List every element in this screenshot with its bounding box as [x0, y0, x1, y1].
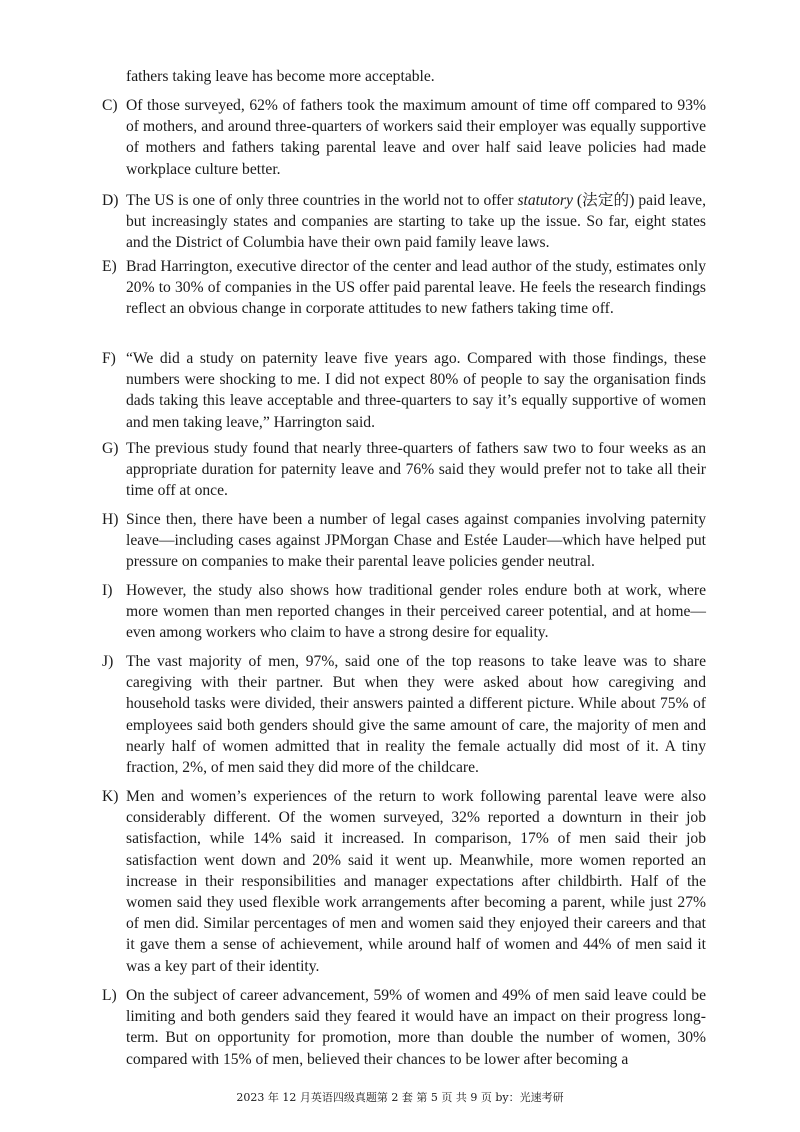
paragraph-l	[102, 985, 706, 1070]
paragraph-letter: F)	[102, 350, 116, 367]
paragraph-text-start: The US is one of only three countries in the world not to offer	[126, 192, 518, 209]
paragraph-i	[102, 580, 706, 644]
paragraph-letter: E)	[102, 258, 117, 275]
paragraph-text: However, the study also shows how traditional gender roles endure both at work, where more women than men reported changes in their perceived career potential, and at home—even among workers who claim to have a strong desire for equality.	[126, 582, 706, 642]
paragraph-text: Brad Harrington, executive director of the center and lead author of the study, estimates only 20% to 30% of companies in the US offer paid parental leave. He feels the research findings reflect an obvious change in corporate attitudes to new fathers taking time off.	[126, 258, 706, 318]
paragraph-text: The previous study found that nearly three-quarters of fathers saw two to four weeks as an appropriate duration for paternity leave and 76% said they would prefer not to take all their time off at once.	[126, 440, 706, 500]
footer-source: by：光速考研	[495, 1091, 564, 1104]
paragraph-f	[102, 348, 706, 433]
paragraph-text: Men and women’s experiences of the return to work following parental leave were also considerably different. Of the women surveyed, 32% reported a downturn in their job satisfaction, while 14% said it increased. In comparison, 17% of men said their job satisfaction went down and 20% said it went up. Meanwhile, more women reported an increase in their responsibilities and manager expectations after childbirth. Half of the women said they used flexible work arrangements after becoming a parent, while just 27% of men did. Similar percentages of men and women said they enjoyed their careers and that it gave them a sense of achievement, while around half of women and 44% of men said it was a key part of their identity.	[126, 788, 706, 975]
paragraph-h	[102, 509, 706, 573]
footer-exam-title: 2023 年 12 月英语四级真题第 2 套	[236, 1091, 413, 1104]
paragraph-letter: G)	[102, 440, 119, 457]
paragraph-letter: K)	[102, 788, 119, 805]
paragraph-letter: H)	[102, 511, 119, 528]
paragraph-c	[102, 95, 706, 180]
paragraph-text: On the subject of career advancement, 59% of women and 49% of men said leave could be limiting and both genders said they feared it would have an impact on their progress long-term. But on opportunity for promotion, more than double the number of women, 30% compared with 15% of men, believed their chances to be lower after becoming a	[126, 987, 706, 1068]
paragraph-g	[102, 438, 706, 502]
paragraph-letter: D)	[102, 192, 119, 209]
footer-page-number: 第 5 页 共 9 页	[416, 1091, 492, 1104]
continued-paragraph-line: fathers taking leave has become more acceptable.	[126, 68, 435, 85]
paragraph-text: The vast majority of men, 97%, said one of the top reasons to take leave was to share caregiving with their partner. But when they were asked about how caregiving and household tasks were divided, their answers painted a different picture. While about 75% of employees said both genders should give the same amount of care, the majority of men and nearly half of women admitted that in reality the female actually did most of it. A tiny fraction, 2%, of men said they did more of the childcare.	[126, 653, 706, 777]
page-footer	[0, 1091, 800, 1105]
paragraph-letter: I)	[102, 582, 113, 599]
paragraph-text	[126, 190, 706, 254]
paragraph-text: Of those surveyed, 62% of fathers took the maximum amount of time off compared to 93% of mothers, and around three-quarters of workers said their employer was equally supportive of mothers and fathers taking parental leave and over half said leave policies had made workplace culture better.	[126, 97, 706, 178]
paragraph-text: Since then, there have been a number of legal cases against companies involving paternity leave—including cases against JPMorgan Chase and Estée Lauder—which have helped put pressure on companies to make their parental leave policies gender neutral.	[126, 511, 706, 571]
paragraph-letter: L)	[102, 987, 117, 1004]
paragraph-e	[102, 256, 706, 320]
paragraph-letter: C)	[102, 97, 118, 114]
paragraph-letter: J)	[102, 653, 114, 670]
paragraph-j	[102, 651, 706, 778]
paragraph-text-end: (法定的) paid leave, but increasingly states and companies are starting to take up the issue. So far, eight states and the District of Columbia have their own paid family leave laws.	[126, 192, 706, 252]
paragraph-text: “We did a study on paternity leave five years ago. Compared with those findings, these numbers were shocking to me. I did not expect 80% of people to say the organisation finds dads taking this leave acceptable and three-quarters to say it’s equally supportive of women and men taking leave,” Harrington said.	[126, 350, 706, 431]
paragraph-d	[102, 190, 706, 254]
paragraph-k	[102, 786, 706, 977]
italic-term: statutory	[517, 192, 573, 209]
